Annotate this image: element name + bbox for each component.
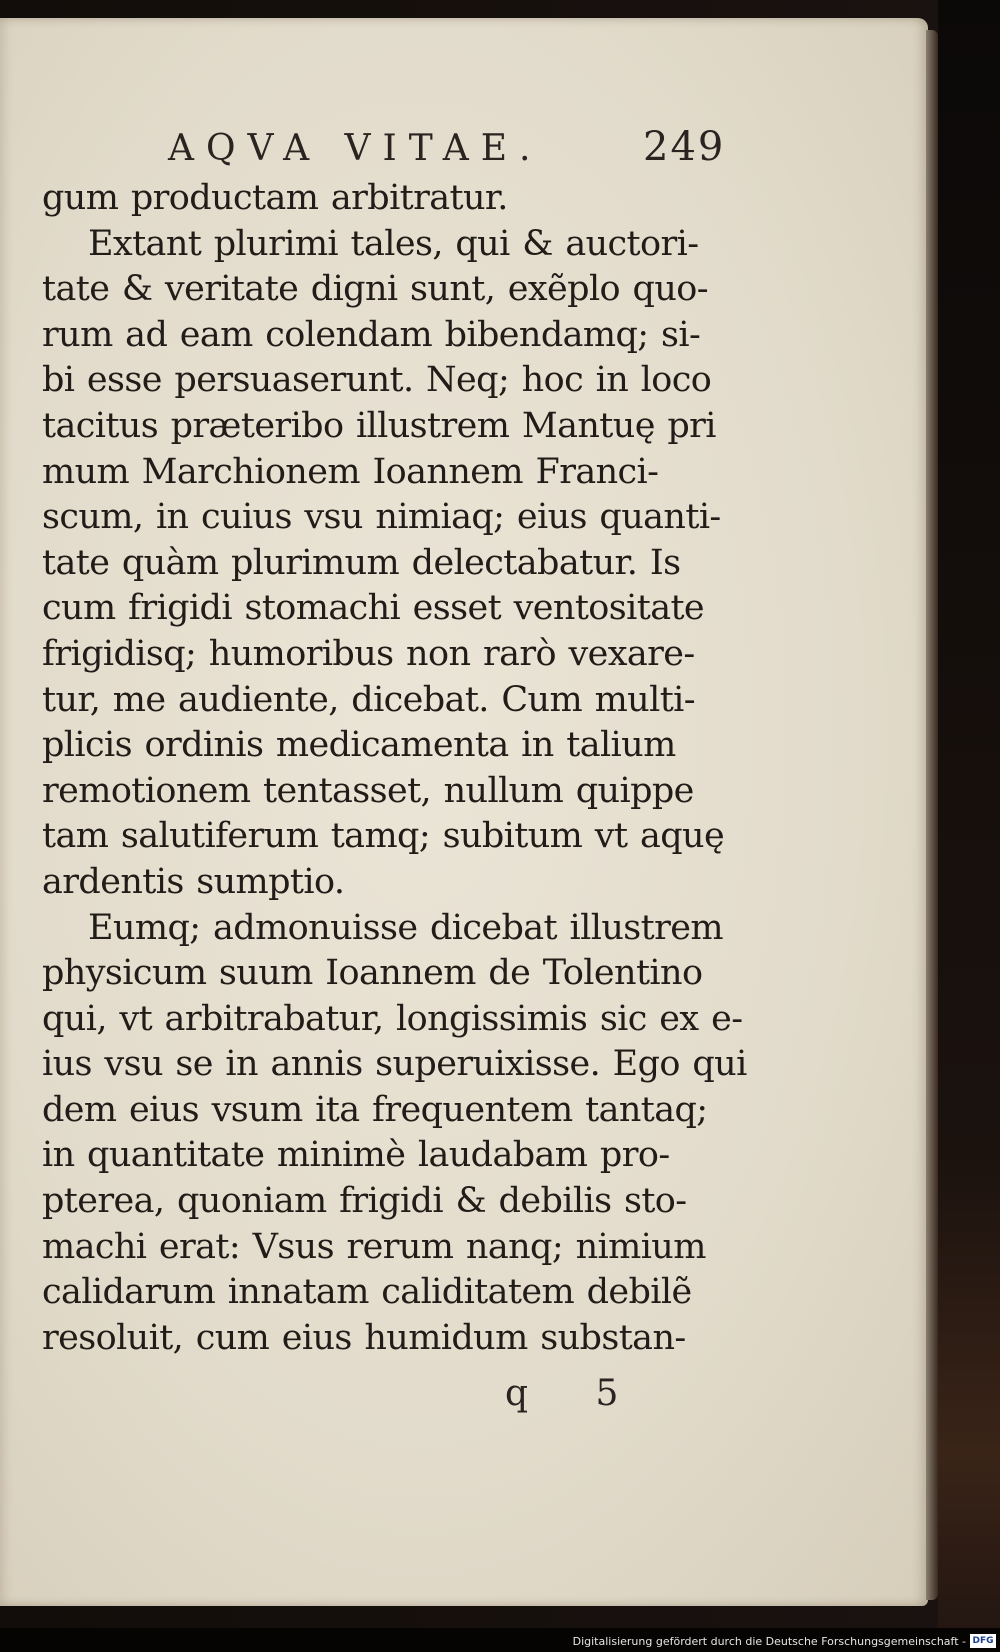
text-line: frigidisq; humoribus non rarò vexare- — [42, 633, 695, 674]
text-line: ardentis sumptio. — [42, 861, 345, 902]
book-cover-edge — [938, 0, 1000, 1652]
text-line: tam salutiferum tamq; subitum vt aquę — [42, 816, 725, 857]
text-line: tur, me audiente, dicebat. Cum multi- — [42, 679, 696, 720]
text-line: machi erat: Vsus rerum nanq; nimium — [42, 1226, 706, 1267]
text-line: plicis ordinis medicamenta in talium — [42, 725, 676, 766]
footer-bar — [0, 1628, 1000, 1652]
text-line: cum frigidi stomachi esset ventositate — [42, 588, 705, 629]
text-line: Eumq; admonuisse dicebat illustrem — [88, 907, 723, 948]
signature-mark: q 5 — [505, 1373, 647, 1414]
text-line: gum productam arbitratur. — [42, 178, 508, 218]
text-line: tacitus prӕteribo illustrem Mantuę pri — [42, 405, 716, 446]
text-line: remotionem tentasset, nullum quippe — [42, 770, 694, 811]
funding-credit: Digitalisierung gefördert durch die Deutsche Forschungsgemeinschaft - — [572, 1635, 966, 1648]
text-line: qui, vt arbitrabatur, longissimis sic ex e- — [42, 998, 743, 1039]
text-line: Extant plurimi tales, qui & auctori- — [88, 223, 699, 264]
text-line: resoluit, cum eius humidum substan- — [42, 1317, 686, 1358]
page-number: 249 — [643, 124, 726, 170]
dfg-logo-icon: DFG — [970, 1634, 996, 1648]
text-line: physicum suum Ioannem de Tolentino — [42, 953, 703, 994]
paper-page — [0, 18, 928, 1606]
text-line: bi esse persuaserunt. Neq; hoc in loco — [42, 360, 712, 401]
text-line: in quantitate minimè laudabam pro- — [42, 1135, 670, 1176]
text-line: dem eius vsum ita frequentem tantaq; — [42, 1089, 708, 1130]
running-title: AQVA VITAE. — [168, 128, 543, 169]
text-line: tate & veritate digni sunt, exẽplo quo- — [42, 269, 708, 310]
text-line: calidarum innatam caliditatem debilẽ — [42, 1272, 692, 1313]
text-line: pterea, quoniam frigidi & debilis sto- — [42, 1181, 687, 1222]
text-line: rum ad eam colendam bibendamq; si- — [42, 314, 701, 355]
text-line: scum, in cuius vsu nimiaq; eius quanti- — [42, 497, 721, 538]
page-edge — [926, 30, 938, 1600]
text-line: mum Marchionem Ioannem Franci- — [42, 451, 659, 492]
text-line: tate quàm plurimum delectabatur. Is — [42, 542, 681, 583]
body-text — [42, 176, 747, 1361]
text-line: ius vsu se in annis superuixisse. Ego qui — [42, 1044, 747, 1085]
page-header — [0, 124, 928, 178]
